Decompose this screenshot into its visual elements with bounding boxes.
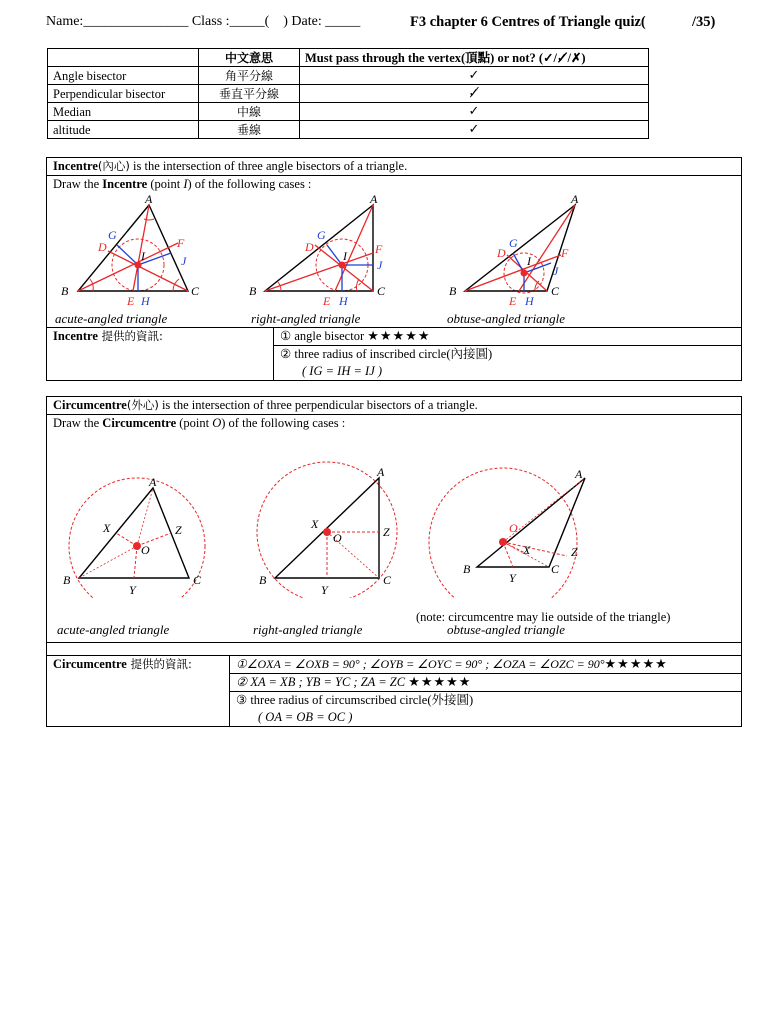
svg-text:H: H [141, 294, 150, 308]
info-text: ①∠OXA = ∠OXB = 90° ; ∠OYB = ∠OYC = 90° ; ∠OZA = ∠OZC = 90° [236, 657, 605, 671]
svg-text:C: C [377, 284, 386, 298]
stars-rating: ★★★★★ [408, 675, 472, 690]
svg-text:O: O [333, 531, 342, 545]
mark-cell: ✓ [300, 67, 649, 85]
instr-bold: Circumcentre [102, 416, 177, 430]
svg-text:X: X [311, 517, 319, 531]
svg-text:A: A [149, 475, 157, 489]
svg-text:H: H [525, 294, 534, 308]
svg-text:C: C [191, 284, 200, 298]
svg-text:E: E [127, 294, 135, 308]
svg-text:B: B [249, 284, 257, 298]
incentre-figures [47, 193, 741, 328]
svg-text:Y: Y [129, 583, 136, 597]
info-text: angle bisector [294, 329, 365, 343]
chinese-cell: 垂直平分線 [199, 85, 300, 103]
circum-info-1 [230, 656, 741, 674]
circum-caption-acute: acute-angled triangle [57, 622, 170, 637]
circum-zh: (外心) [126, 398, 159, 412]
chinese-cell: 中線 [199, 103, 300, 121]
incentre-info-list [274, 328, 741, 380]
svg-text:C: C [551, 284, 560, 298]
incentre-acute-figure [53, 193, 233, 311]
svg-text:A: A [377, 465, 385, 479]
term-cell: altitude [48, 121, 199, 139]
quiz-header [46, 14, 736, 30]
svg-text:E: E [323, 294, 331, 308]
name-blank: _______________ [83, 14, 189, 29]
circumcentre-definition [47, 397, 741, 415]
svg-text:B: B [449, 284, 457, 298]
table-header-chinese: 中文意思 [199, 49, 300, 67]
class-blank: _____( [229, 14, 270, 29]
instr-post: (point [147, 177, 184, 191]
svg-text:D: D [305, 240, 314, 254]
svg-text:I: I [343, 249, 347, 263]
circum-info-list [230, 656, 741, 726]
incentre-info-2 [274, 346, 741, 380]
quiz-score: /35) [692, 14, 716, 30]
svg-text:A: A [145, 193, 153, 206]
svg-text:Z: Z [571, 545, 578, 559]
incentre-obtuse-figure [439, 193, 619, 311]
svg-text:J: J [377, 258, 383, 272]
info-label-bold: Incentre [53, 329, 98, 343]
term-cell: Angle bisector [48, 67, 199, 85]
mark-cell: ✓ [300, 103, 649, 121]
svg-text:I: I [527, 254, 531, 268]
info-label-zh: 提供的資訊: [126, 657, 192, 671]
circum-obtuse-figure [427, 432, 627, 598]
instr-post: (point [176, 416, 213, 430]
info-text: ③ three radius of circumscribed circle(外接圓) [236, 693, 474, 707]
incentre-term: Incentre [53, 159, 98, 173]
circum-caption-right: right-angled triangle [253, 622, 363, 637]
svg-text:X: X [103, 521, 111, 535]
table-header-blank [48, 49, 199, 67]
name-label: Name: [46, 14, 84, 29]
svg-text:Y: Y [321, 583, 328, 597]
svg-text:A: A [575, 467, 583, 481]
svg-text:G: G [108, 228, 117, 242]
svg-text:B: B [259, 573, 267, 587]
svg-text:D: D [98, 240, 107, 254]
class-label: Class : [191, 14, 230, 29]
svg-text:A: A [370, 193, 378, 206]
incentre-caption-obtuse: obtuse-angled triangle [447, 311, 566, 326]
instr-end: ) of the following cases : [221, 416, 346, 430]
circum-info-label [47, 656, 230, 726]
svg-text:X: X [523, 543, 531, 557]
incentre-caption-right: right-angled triangle [251, 311, 361, 326]
svg-text:Z: Z [175, 523, 182, 537]
date-label: Date: [291, 14, 322, 29]
info-label-bold: Circumcentre [53, 657, 127, 671]
svg-text:C: C [383, 573, 392, 587]
svg-text:C: C [551, 562, 560, 576]
instr-end: ) of the following cases : [187, 177, 312, 191]
svg-text:I: I [141, 249, 145, 263]
incentre-section [46, 157, 742, 381]
info-num: ① [280, 329, 292, 343]
terms-table [47, 48, 649, 139]
chinese-cell: 角平分線 [199, 67, 300, 85]
term-cell: Median [48, 103, 199, 121]
info-text: ② XA = XB ; YB = YC ; ZA = ZC [236, 675, 406, 689]
svg-text:G: G [317, 228, 326, 242]
info-equation: ( OA = OB = OC ) [258, 710, 353, 724]
info-label-zh: 提供的資訊: [97, 329, 163, 343]
svg-text:D: D [497, 246, 506, 260]
incentre-right-figure [247, 193, 427, 311]
svg-text:E: E [509, 294, 517, 308]
svg-text:G: G [509, 236, 518, 250]
circum-info-2 [230, 674, 741, 692]
table-row [48, 85, 649, 103]
svg-text:O: O [509, 521, 518, 535]
svg-text:F: F [561, 246, 569, 260]
info-num: ② [280, 347, 292, 361]
incentre-info-label [47, 328, 274, 380]
info-equation: ( IG = IH = IJ ) [302, 364, 383, 378]
instr-bold: Incentre [102, 177, 148, 191]
circum-info-3 [230, 692, 741, 726]
svg-text:O: O [141, 543, 150, 557]
table-row [48, 103, 649, 121]
svg-text:C: C [193, 573, 202, 587]
svg-text:J: J [553, 264, 559, 278]
incentre-def-text: is the intersection of three angle bisectors of a triangle. [129, 159, 408, 173]
svg-text:Y: Y [509, 571, 516, 585]
svg-text:H: H [339, 294, 348, 308]
svg-text:A: A [571, 193, 579, 206]
svg-text:J: J [181, 254, 187, 268]
circum-right-figure [247, 438, 437, 598]
svg-text:B: B [463, 562, 471, 576]
date-blank: _____ [325, 14, 361, 29]
mark-cell: ✓̸ [300, 85, 649, 103]
circumcentre-instruction [47, 415, 741, 432]
chinese-cell: 垂線 [199, 121, 300, 139]
svg-text:B: B [61, 284, 69, 298]
table-header-vertex: Must pass through the vertex(頂點) or not? (✓/✓̸/✗) [300, 49, 649, 67]
stars-rating: ★★★★★ [367, 329, 431, 344]
svg-text:B: B [63, 573, 71, 587]
svg-text:F: F [177, 236, 185, 250]
circum-term: Circumcentre [53, 398, 127, 412]
instr-point: I [183, 177, 188, 191]
circumcentre-note: (note: circumcentre may lie outside of the triangle) [416, 610, 671, 624]
circumcentre-info [47, 655, 741, 726]
stars-rating: ★★★★★ [604, 657, 668, 672]
term-cell: Perpendicular bisector [48, 85, 199, 103]
svg-text:F: F [375, 242, 383, 256]
circum-def-text: is the intersection of three perpendicular bisectors of a triangle. [158, 398, 478, 412]
circum-caption-obtuse: obtuse-angled triangle [447, 622, 566, 637]
table-row [48, 121, 649, 139]
table-header-row [48, 49, 649, 67]
table-row [48, 67, 649, 85]
circum-acute-figure [53, 438, 243, 598]
instr-pre: Draw the [53, 416, 103, 430]
incentre-zh: (內心) [97, 159, 130, 173]
mark-cell: ✓ [300, 121, 649, 139]
incentre-definition [47, 158, 741, 176]
info-text: three radius of inscribed circle(內接圓) [294, 347, 493, 361]
incentre-info-1 [274, 328, 741, 346]
instr-pre: Draw the [53, 177, 103, 191]
circumcentre-section [46, 396, 742, 727]
quiz-title: F3 chapter 6 Centres of Triangle quiz( [410, 14, 646, 30]
class-close: ) [283, 14, 288, 29]
instr-point: O [212, 416, 222, 430]
incentre-info [47, 328, 741, 380]
incentre-instruction [47, 176, 741, 193]
svg-text:Z: Z [383, 525, 390, 539]
incentre-caption-acute: acute-angled triangle [55, 311, 168, 326]
